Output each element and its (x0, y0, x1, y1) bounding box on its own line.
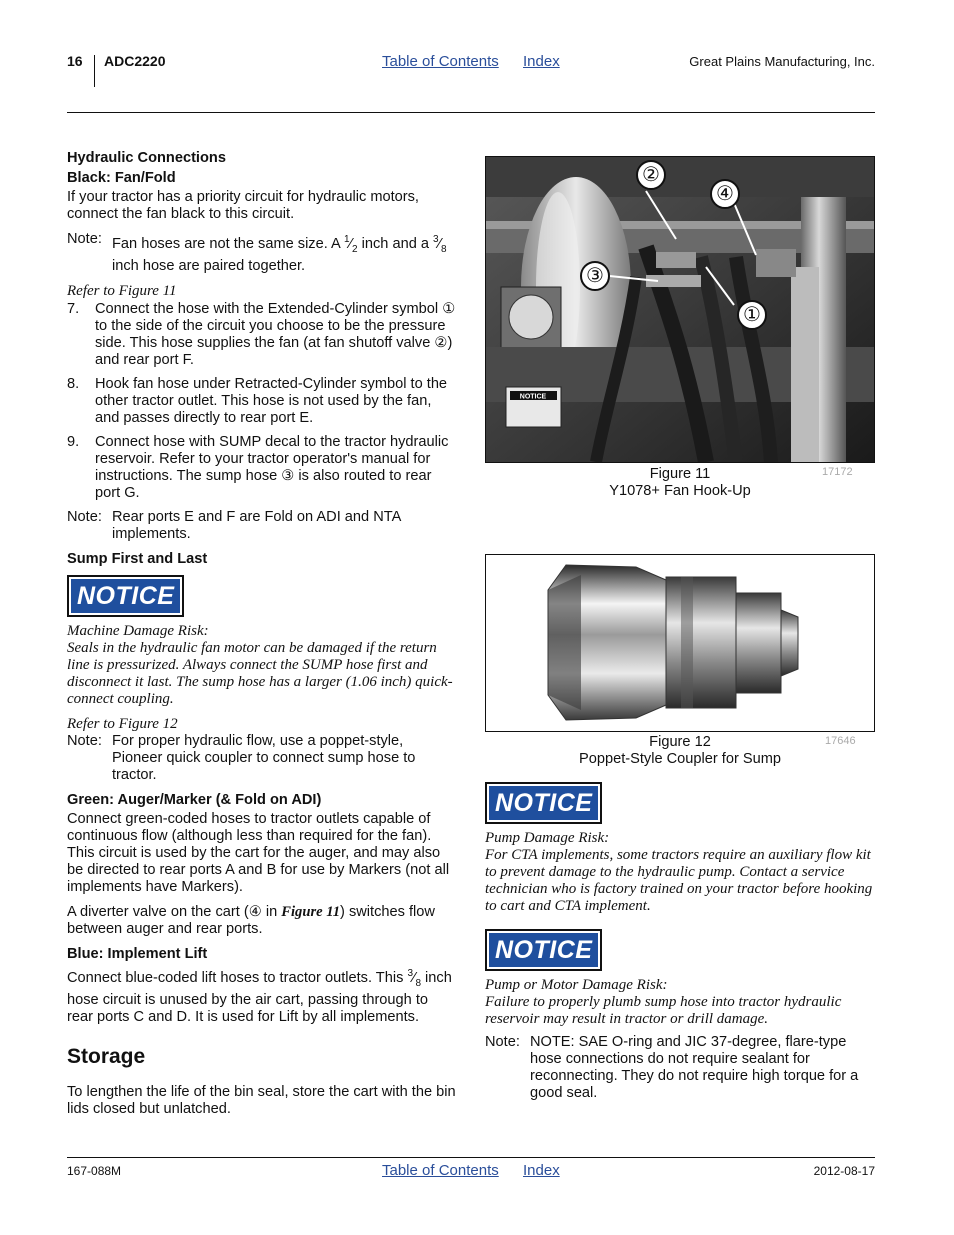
notice-box-2 (487, 784, 875, 822)
heading-green: Green: Auger/Marker (& Fold on ADI) (67, 792, 322, 808)
fig11-callout-2: ② (636, 160, 666, 190)
header-toc-link[interactable]: Table of Contents (382, 53, 499, 70)
note-poppet: Note: For proper hydraulic flow, use a poppet-style, Pioneer quick coupler to connect sump hose to tractor. (67, 733, 416, 783)
notice-label: NOTICE (487, 931, 600, 969)
fig11-callout-1: ① (737, 300, 767, 330)
green-paragraph: Connect green-coded hoses to tractor outlets capable of continuous flow (although less than required for the fan). This circuit is used by the cart for the auger, and may also be directed to rear ports A and B for use by Markers (not all implements have Markers). (67, 811, 450, 895)
step-7: 7. Connect the hose with the Extended-Cylinder symbol ① to the side of the circuit you choose to be the pressure side. This hose supplies the fan (at fan shutoff valve ②) and rear port F. (67, 301, 456, 368)
header-rule (67, 112, 875, 113)
figure-11-caption: Figure 11 Y1078+ Fan Hook-Up (609, 466, 751, 499)
footer-date: 2012-08-17 (813, 1164, 875, 1178)
notice-label: NOTICE (69, 577, 182, 615)
right-column-text (485, 784, 875, 1102)
pump-motor-damage-risk: Pump or Motor Damage Risk: Failure to properly plumb sump hose into tractor hydraulic reservoir may result in tractor or drill damage. (485, 977, 842, 1027)
figure-12-caption: Figure 12 Poppet-Style Coupler for Sump (579, 734, 781, 767)
note-sae-oring: Note: NOTE: SAE O-ring and JIC 37-degree, flare-type hose connections do not require sealant for reconnecting. They do not require high torque for a good seal. (485, 1034, 859, 1101)
note-text: Fan hoses are not the same size. A $^1⁄_2$ inch and a $^3⁄_8$ inch hose are paired together. (112, 234, 447, 274)
heading-black-fan-fold: Black: Fan/Fold (67, 170, 176, 186)
footer-rule (67, 1157, 875, 1158)
heading-blue: Blue: Implement Lift (67, 946, 208, 962)
notice-box-3 (487, 931, 875, 969)
header-index-link[interactable]: Index (523, 53, 560, 70)
diverter-paragraph: A diverter valve on the cart (④ in Figure 11) switches flow between auger and rear ports. (67, 904, 435, 937)
blue-paragraph: Connect blue-coded lift hoses to tractor outlets. This $^3⁄_8$ inch hose circuit is unused by the air cart, passing through to rear ports C and D. It is used for Lift by all implements. (67, 968, 452, 1025)
heading-sump: Sump First and Last (67, 551, 208, 567)
note-rear-ports: Note: Rear ports E and F are Fold on ADI and NTA implements. (67, 509, 401, 542)
pump-damage-risk: Pump Damage Risk: For CTA implements, some tractors require an auxiliary flow kit to prevent damage to the hydraulic pump. Contact a service technician who is factory trained on your tractor before hooking to cart and CTA implement. (485, 830, 873, 914)
fig11-notice-decal: NOTICE (519, 393, 547, 401)
figure-12-image (485, 554, 875, 732)
heading-hydraulic-connections: Hydraulic Connections (67, 150, 226, 166)
poppet-coupler-photo (486, 555, 874, 731)
fan-hookup-photo (486, 157, 874, 462)
footer-part-number: 167-088M (67, 1164, 122, 1178)
storage-paragraph: To lengthen the life of the bin seal, store the cart with the bin lids closed but unlatched. (67, 1084, 456, 1117)
step-9: 9. Connect hose with SUMP decal to the tractor hydraulic reservoir. Refer to your tractor operator's manual for instructions. The sump hose ③ is also routed to rear port G. (67, 434, 449, 501)
note-fan-hoses (67, 231, 457, 275)
doc-code: ADC2220 (104, 53, 166, 69)
step-8: 8. Hook fan hose under Retracted-Cylinder symbol to the other tractor outlet. This hose is not used by the fan, and passes directly to rear port E. (67, 376, 448, 426)
header-divider (94, 55, 95, 87)
figure-12-id: 17646 (825, 735, 856, 747)
notice-box-1 (69, 577, 457, 615)
footer-toc-link[interactable]: Table of Contents (382, 1162, 499, 1179)
refer-figure-12: Refer to Figure 12 (67, 716, 178, 732)
note-label: Note: (67, 231, 102, 247)
footer-index-link[interactable]: Index (523, 1162, 560, 1179)
black-paragraph: If your tractor has a priority circuit for hydraulic motors, connect the fan black to this circuit. (67, 189, 419, 222)
fig11-callout-4: ④ (710, 179, 740, 209)
company-name: Great Plains Manufacturing, Inc. (689, 54, 875, 69)
machine-damage-risk: Machine Damage Risk: Seals in the hydraulic fan motor can be damaged if the return line is pressurized. Always connect the SUMP hose first and disconnect it last. The sump hose has a larger (1.06 inch) quick-connect coupling. (67, 623, 453, 707)
left-column (67, 150, 457, 1118)
page-number: 16 (67, 53, 83, 69)
notice-label: NOTICE (487, 784, 600, 822)
refer-figure-11: Refer to Figure 11 (67, 283, 177, 299)
heading-storage: Storage (67, 1045, 146, 1068)
fig11-callout-3: ③ (580, 261, 610, 291)
figure-11-id: 17172 (822, 466, 853, 478)
figure-11-image (485, 156, 875, 463)
